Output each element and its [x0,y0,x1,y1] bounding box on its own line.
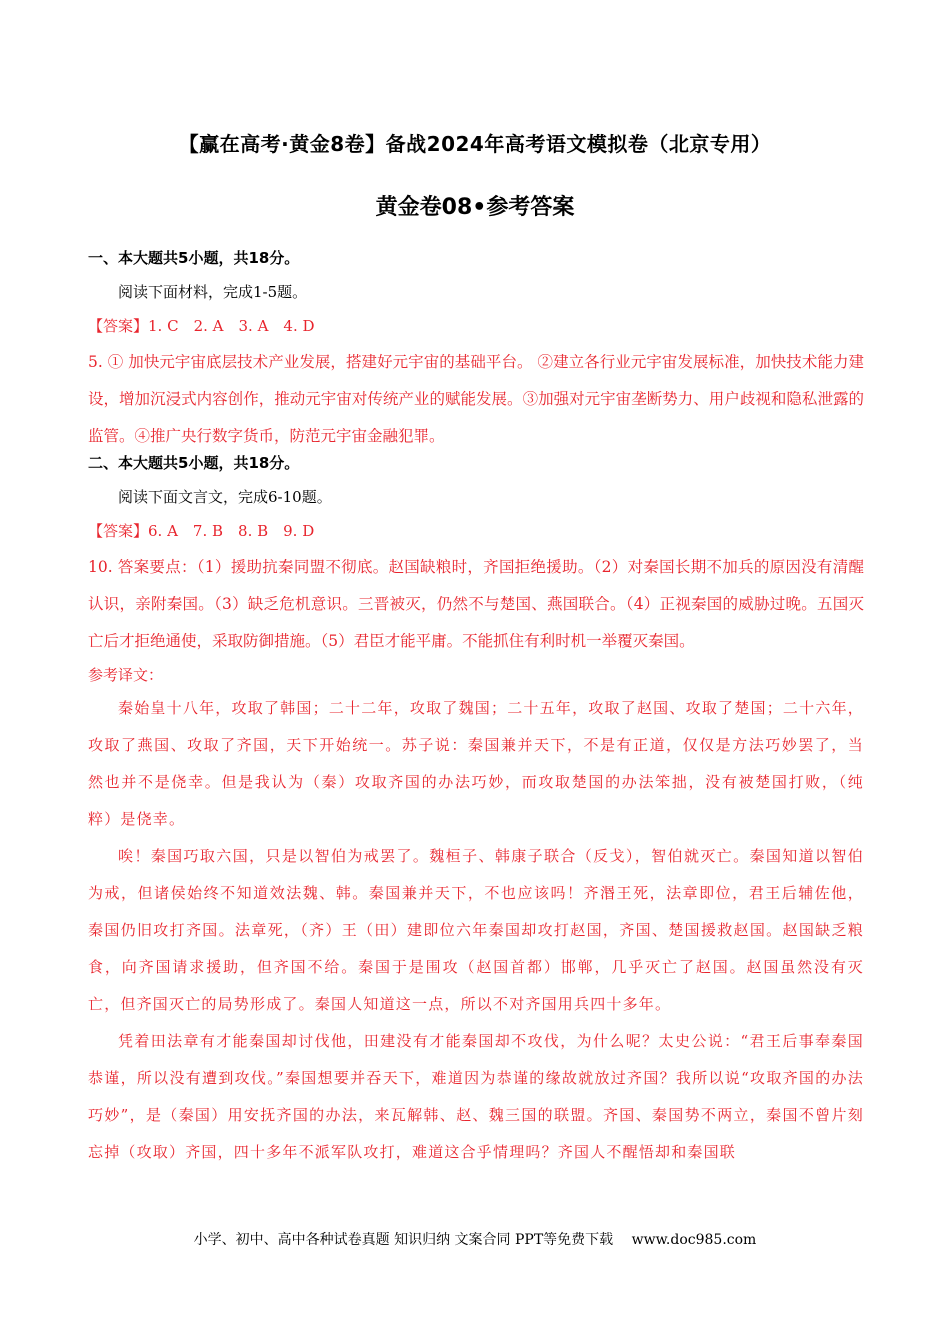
translation-paragraph: 唉！秦国巧取六国，只是以智伯为戒罢了。魏桓子、韩康子联合（反戈），智伯就灭亡。秦国知道以智伯为戒，但诸侯始终不知道效法魏、韩。秦国兼并天下，不也应该吗！齐湣王死，法章即位，君王后辅佐他，秦国仍旧攻打齐国。法章死，（齐）王（田）建即位六年秦国却攻打赵国，齐国、楚国援救赵国。赵国缺乏粮食，向齐国请求援助，但齐国不给。秦国于是围攻（赵国首都）邯郸，几乎灭亡了赵国。赵国虽然没有灭亡，但齐国灭亡的局势形成了。秦国人知道这一点，所以不对齐国用兵四十多年。 [88,847,864,1013]
document-subtitle: 黄金卷08•参考答案 [375,195,575,220]
section2-heading: 二、本大题共5小题，共18分。 [88,454,300,472]
answer-values: 1. C 2. A 3. A 4. D [148,317,315,335]
document-title: 【赢在高考·黄金8卷】备战2024年高考语文模拟卷（北京专用） [178,132,772,156]
answer-label: 【答案】 [88,317,149,335]
section2-instruction: 阅读下面文言文，完成6-10题。 [118,488,332,506]
section1-heading: 一、本大题共5小题，共18分。 [88,249,300,267]
section1-instruction: 阅读下面材料，完成1-5题。 [118,283,308,301]
page-footer: 小学、初中、高中各种试卷真题 知识归纳 文案合同 PPT等免费下载 www.doc985.com [193,1232,757,1248]
translation-paragraph: 凭着田法章有才能秦国却讨伐他，田建没有才能秦国却不攻伐，为什么呢？太史公说：“君王后事奉秦国恭谨，所以没有遭到攻伐。”秦国想要并吞天下，难道因为恭谨的缘故就放过齐国？我所以说“攻取齐国的办法巧妙”，是（秦国）用安抚齐国的办法，来瓦解韩、赵、魏三国的联盟。齐国、秦国势不两立，秦国不曾片刻忘掉（攻取）齐国，四十多年不派军队攻打，难道这合乎情理吗？齐国人不醒悟却和秦国联 [88,1032,864,1161]
section1-answers [88,314,864,338]
question5-answer: 5. ① 加快元宇宙底层技术产业发展，搭建好元宇宙的基础平台。 ②建立各行业元宇宙发展标准，加快技术能力建设，增加沉浸式内容创作，推动元宇宙对传统产业的赋能发展。③加强对元宇宙垄断势力、用户歧视和隐私泄露的监管。④推广央行数字货币，防范元宇宙金融犯罪。 [88,353,864,445]
section2-answers [88,519,864,543]
answer-label: 【答案】 [88,522,149,540]
answer-values: 6. A 7. B 8. B 9. D [148,522,315,540]
document-content [88,246,864,1171]
reference-translation-label: 参考译文： [88,666,164,684]
translation-paragraph: 秦始皇十八年，攻取了韩国；二十二年，攻取了魏国；二十五年，攻取了赵国、攻取了楚国；二十六年，攻取了燕国、攻取了齐国，天下开始统一。苏子说：秦国兼并天下，不是有正道，仅仅是方法巧妙罢了，当然也并不是侥幸。但是我认为（秦）攻取齐国的办法巧妙，而攻取楚国的办法笨拙，没有被楚国打败，（纯粹）是侥幸。 [88,699,864,828]
question10-answer: 10. 答案要点：（1）援助抗秦同盟不彻底。赵国缺粮时，齐国拒绝援助。（2）对秦国长期不加兵的原因没有清醒认识，亲附秦国。（3）缺乏危机意识。三晋被灭，仍然不与楚国、燕国联合。（4）正视秦国的威胁过晚。五国灭亡后才拒绝通使，采取防御措施。（5）君臣才能平庸。不能抓住有利时机一举覆灭秦国。 [88,558,864,650]
